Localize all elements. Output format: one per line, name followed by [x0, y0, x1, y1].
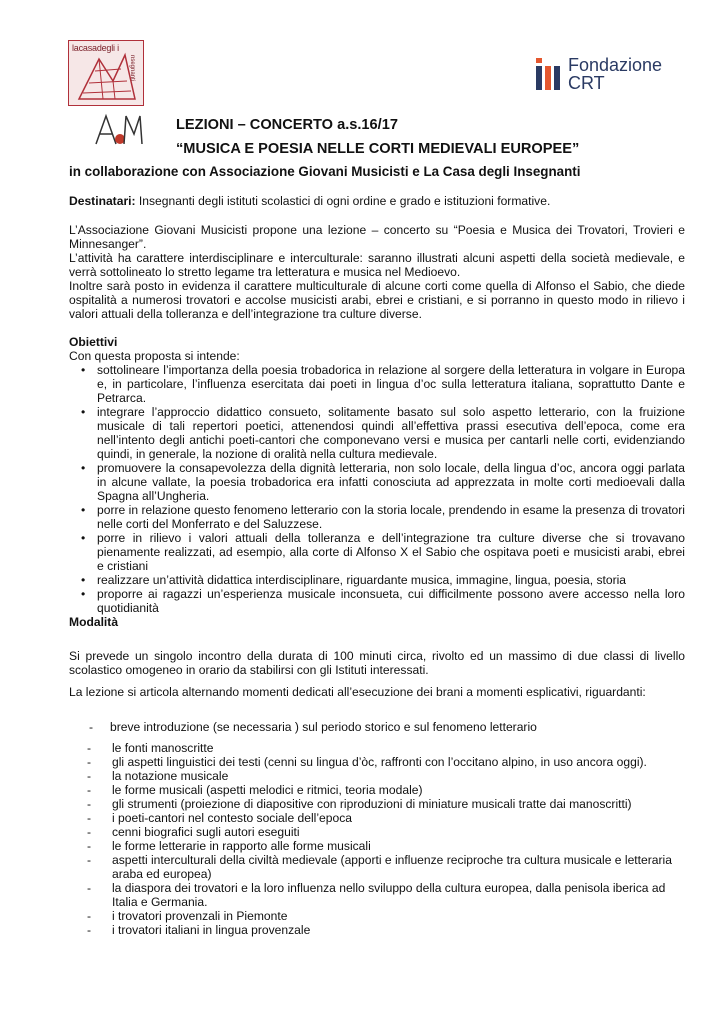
casa-insegnanti-logo-text: lacasadegli i [72, 43, 119, 53]
list-item: - le fonti manoscritte [69, 741, 685, 755]
list-item: • integrare l’approccio didattico consueto, solitamente basato sul solo aspetto letterario, con la fruizione musicale di tali repertori poetici, attenendosi quindi all’effettiva prassi esecutiva dell’epoca, come era nell’intento degli antichi poeti-cantori che componevano versi e musica per cantarli nelle corti, evidenziando quindi, in generale, la nozione di oralità nella cultura medievale. [69, 405, 685, 461]
fondazione-crt-logo [534, 54, 664, 94]
page-subtitle: “MUSICA E POESIA NELLE CORTI MEDIEVALI EUROPEE” [176, 141, 580, 157]
list-item: - la notazione musicale [69, 769, 685, 783]
fondazione-crt-mark-icon [534, 56, 564, 92]
obiettivi-heading: Obiettivi [69, 335, 118, 349]
intro-topic-text: breve introduzione (se necessaria ) sul periodo storico e sul fenomeno letterario [110, 720, 537, 734]
crt-line: CRT [568, 73, 605, 93]
list-item: • proporre ai ragazzi un’esperienza musicale inconsueta, cui difficilmente possono avere accesso nella loro quotidianità [69, 587, 685, 615]
list-item: - le forme letterarie in rapporto alle forme musicali [69, 839, 685, 853]
modalita-heading: Modalità [69, 615, 119, 629]
fondazione-line: Fondazione [568, 55, 663, 75]
list-item: - aspetti interculturali della civiltà medievale (apporti e influenze reciproche tra cultura musicale e letteraria araba ed europea) [69, 853, 685, 881]
intro-paragraph: L’Associazione Giovani Musicisti propone una lezione – concerto su “Poesia e Musica dei Trovatori, Trovieri e Minnesanger”. [69, 223, 685, 251]
list-item: - i trovatori provenzali in Piemonte [69, 909, 685, 923]
list-item: • realizzare un’attività didattica interdisciplinare, riguardante musica, immagine, lingua, poesia, storia [69, 573, 685, 587]
agm-logo [94, 112, 146, 148]
topics-list [69, 741, 685, 937]
casa-insegnanti-caption: nsegnanti [129, 55, 135, 82]
obiettivi-lead: Con questa proposta si intende: [69, 349, 240, 363]
list-item: • sottolineare l’importanza della poesia trobadorica in relazione al sorgere della letteratura in volgare in Europa e, in particolare, l’influenza esercitata dai poeti in lingua d’oc sulla letteratura italiana, soprattutto Dante e Petrarca. [69, 363, 685, 405]
intro-paragraph: Inoltre sarà posto in evidenza il carattere multiculturale di alcune corti come quella di Alfonso el Sabio, che diede ospitalità a numerosi trovatori e accolse musicisti arabi, ebrei e cristiani, e si porranno in questo modo in rilievo i valori attuali della tolleranza e dell’integrazione tra culture diverse. [69, 279, 685, 321]
casa-insegnanti-logo [68, 40, 144, 106]
modalita-paragraph-1: Si prevede un singolo incontro della durata di 100 minuti circa, rivolto ed un massimo di due classi di livello scolastico omogeneo in orario da stabilirsi con gli Istituti interessati. [69, 649, 685, 677]
list-item: - cenni biografici sugli autori eseguiti [69, 825, 685, 839]
destinatari-label: Destinatari: [69, 194, 136, 208]
list-item: - i trovatori italiani in lingua provenzale [69, 923, 685, 937]
agm-logo-icon [94, 112, 146, 148]
destinatari-text: Insegnanti degli istituti scolastici di ogni ordine e grado e istituzioni formative. [135, 194, 551, 208]
modalita-paragraph-2: La lezione si articola alternando momenti dedicati all’esecuzione dei brani a momenti esplicativi, riguardanti: [69, 685, 646, 699]
dash-marker: - [89, 720, 94, 734]
list-item: - gli aspetti linguistici dei testi (cenni su lingua d’òc, raffronti con l’occitano alpino, in uso ancora oggi). [69, 755, 685, 769]
list-item: • porre in relazione questo fenomeno letterario con la storia locale, prendendo in esame la presenza di trovatori nelle corti del Monferrato e del Saluzzese. [69, 503, 685, 531]
collaboration-line: in collaborazione con Associazione Giovani Musicisti e La Casa degli Insegnanti [69, 164, 581, 179]
list-item: - le forme musicali (aspetti melodici e ritmici, teoria modale) [69, 783, 685, 797]
intro-section [69, 223, 685, 321]
obiettivi-list [69, 363, 685, 615]
intro-paragraph: L’attività ha carattere interdisciplinare e interculturale: saranno illustrati alcuni aspetti della società medievale, e verrà sottolineato lo stretto legame tra letteratura e musica nel Medioevo. [69, 251, 685, 279]
list-item: - la diaspora dei trovatori e la loro influenza nello sviluppo della cultura europea, dalla penisola iberica ad Italia e Germania. [69, 881, 685, 909]
list-item: - gli strumenti (proiezione di diapositive con riproduzioni di miniature musicali tratte dai manoscritti) [69, 797, 685, 811]
destinatari-line [69, 194, 685, 208]
fondazione-crt-name [568, 56, 662, 92]
topics-section [69, 741, 685, 937]
obiettivi-section [69, 335, 685, 629]
list-item: • porre in rilievo i valori attuali della tolleranza e dell’integrazione tra culture diverse che si trovavano pienamente realizzati, ad esempio, alla corte di Alfonso X el Sabio che ospitava poeti e musicisti arabi, ebrei e cristiani [69, 531, 685, 573]
list-item: • promuovere la consapevolezza della dignità letteraria, non solo locale, della lingua d’oc, ancora oggi parlata in alcune vallate, la poesia trobadorica era infatti conosciuta ad apprezzata in molte corti medioevali dalla Spagna all’Ungheria. [69, 461, 685, 503]
list-item: - i poeti-cantori nel contesto sociale dell’epoca [69, 811, 685, 825]
page-title: LEZIONI – CONCERTO a.s.16/17 [176, 117, 398, 133]
